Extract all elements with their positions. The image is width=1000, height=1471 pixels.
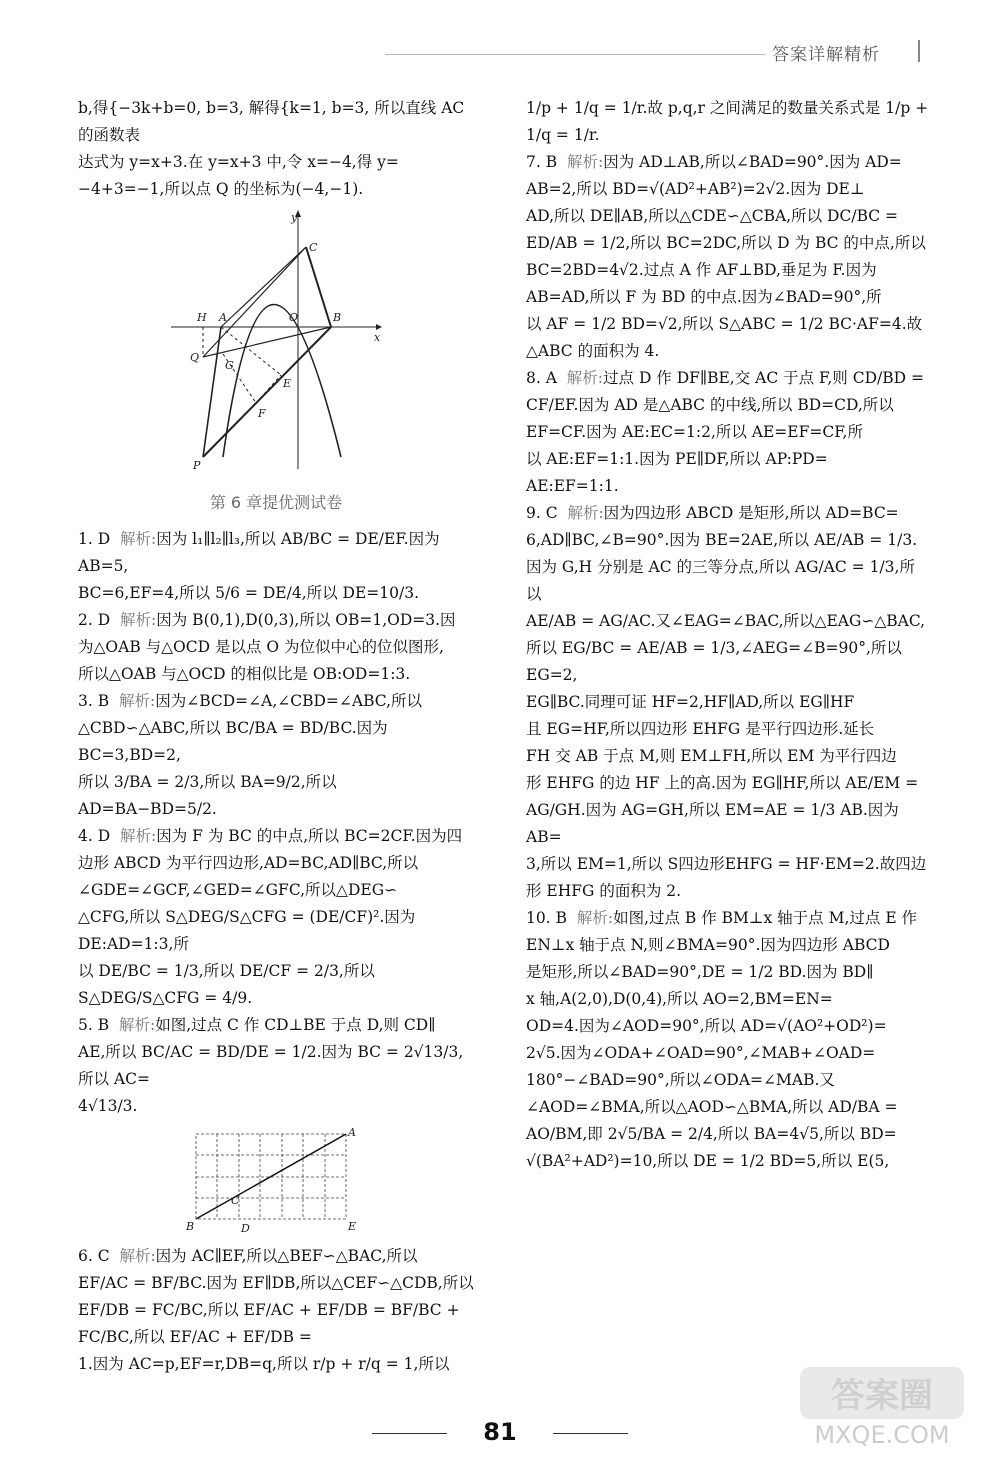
label-c: C: [309, 241, 318, 254]
answer-line: △ABC 的面积为 4.: [526, 342, 660, 360]
analysis-tag: 解析:: [567, 504, 604, 522]
analysis-tag: 解析:: [118, 692, 156, 710]
answer-line: 4√13/3.: [78, 1097, 138, 1115]
label-h: H: [197, 311, 207, 324]
segment-cb: [306, 247, 331, 327]
answer-item-6: [78, 1243, 474, 1378]
answer-line: x 轴,A(2,0),D(0,4),所以 AO=2,BM=EN=: [526, 990, 833, 1008]
answer-line: 180°−∠BAD=90°,所以∠ODA=∠MAB.又: [526, 1071, 835, 1089]
header-rule: [385, 54, 765, 55]
answer-line: BC=6,EF=4,所以 5/6 = DE/4,所以 DE=10/3.: [78, 584, 420, 602]
answer-line: EF/DB = FC/BC,所以 EF/AC + EF/DB = BF/BC + FC/BC,所以 EF/AC + EF/DB =: [78, 1301, 460, 1346]
answer-line: 以 AF = 1/2 BD=√2,所以 S△ABC = 1/2 BC·AF=4.故: [526, 315, 923, 333]
answer-line: 因为 l₁∥l₂∥l₃,所以 AB/BC = DE/EF.因为 AB=5,: [78, 530, 440, 575]
answer-line: 以 DE/BC = 1/3,所以 DE/CF = 2/3,所以 S△DEG/S△CFG = 4/9.: [78, 962, 375, 1007]
segment-ba: [196, 1134, 346, 1219]
segment-pa: [203, 327, 221, 457]
x-axis-arrow: [376, 324, 382, 330]
answer-line: EF=CF.因为 AE:EC=1:2,所以 AE=EF=CF,所: [526, 423, 863, 441]
answer-line: AG/GH.因为 AG=GH,所以 EM=AE = 1/3 AB.因为 AB=: [526, 801, 899, 846]
segment-pb: [203, 327, 331, 457]
answer-line: AE/AB = AG/AC.又∠EAG=∠BAC,所以△EAG∽△BAC,: [526, 612, 926, 630]
intro-line: −4+3=−1,所以点 Q 的坐标为(−4,−1).: [78, 180, 364, 198]
answer-line: AB=AD,所以 F 为 BD 的中点.因为∠BAD=90°,所: [526, 288, 882, 306]
answer-line: 形 EHFG 的边 HF 上的高.因为 EG∥HF,所以 AE/EM =: [526, 774, 919, 792]
answer-line: 以 AE:EF=1:1.因为 PE∥DF,所以 AP:PD=: [526, 450, 828, 468]
answer-line: 因为 AC∥EF,所以△BEF∽△BAC,所以: [155, 1247, 418, 1265]
answer-number: 9. C: [526, 504, 558, 522]
label-x: x: [374, 331, 381, 344]
left-column: [78, 95, 474, 1378]
label-b: B: [186, 1220, 195, 1233]
answer-line: ∠GDE=∠GCF,∠GED=∠GFC,所以△DEG∽: [78, 881, 398, 899]
analysis-tag: 解析:: [120, 611, 157, 629]
answer-item-5: [78, 1012, 474, 1120]
intro-line: 达式为 y=x+3.在 y=x+3 中,令 x=−4,得 y=: [78, 153, 399, 171]
label-e: E: [283, 377, 292, 390]
answer-line: 因为∠BCD=∠A,∠CBD=∠ABC,所以: [155, 692, 422, 710]
answer-number: 6. C: [78, 1247, 110, 1265]
answer-line: AD,所以 DE∥AB,所以△CDE∽△CBA,所以 DC/BC =: [526, 207, 899, 225]
label-q: Q: [190, 351, 200, 364]
answer-number: 5. B: [78, 1016, 110, 1034]
label-p: P: [193, 459, 201, 472]
answer-line: 如图,过点 C 作 CD⊥BE 于点 D,则 CD∥: [155, 1016, 436, 1034]
answer-number: 8. A: [526, 369, 557, 387]
answer-line: 6,AD∥BC,∠B=90°.因为 BE=2AE,所以 AE/AB = 1/3.: [526, 531, 918, 549]
answer-line: 如图,过点 B 作 BM⊥x 轴于点 M,过点 E 作: [613, 909, 918, 927]
section-title: 第 6 章提优测试卷: [209, 493, 343, 512]
label-d: D: [241, 1222, 250, 1235]
answer-line: ED/AB = 1/2,所以 BC=2DC,所以 D 为 BC 的中点,所以: [526, 234, 926, 252]
answer-line: 所以 EG/BC = AE/AB = 1/3,∠AEG=∠B=90°,所以 EG=2,: [526, 639, 902, 684]
analysis-tag: 解析:: [576, 909, 614, 927]
answer-line: √(BA²+AD²)=10,所以 DE = 1/2 BD=5,所以 E(5,: [526, 1152, 890, 1170]
svg-text:MXQE.COM: MXQE.COM: [814, 1421, 950, 1449]
label-c: C: [231, 1194, 240, 1207]
answer-item-3: [78, 688, 474, 823]
answer-line: 2√5.因为∠ODA+∠OAD=90°,∠MAB+∠OAD=: [526, 1044, 876, 1062]
answer-line: 所以 3/BA = 2/3,所以 BA=9/2,所以 AD=BA−BD=5/2.: [78, 773, 337, 818]
answer-line: EN⊥x 轴于点 N,则∠BMA=90°.因为四边形 ABCD: [526, 936, 890, 954]
header-bar: [918, 40, 920, 62]
analysis-tag: 解析:: [566, 369, 604, 387]
answer-number: 1. D: [78, 530, 111, 548]
answer-number: 10. B: [526, 909, 567, 927]
answer-number: 7. B: [526, 153, 558, 171]
answer-line: △CBD∽△ABC,所以 BC/BA = BD/BC.因为 BC=3,BD=2,: [78, 719, 388, 764]
svg-text:答案圈: 答案圈: [831, 1376, 933, 1416]
answer-line: 1/q = 1/r.: [526, 126, 600, 144]
label-f: F: [258, 407, 266, 420]
answer-line: CF/EF.因为 AD 是△ABC 的中线,所以 BD=CD,所以: [526, 396, 894, 414]
answer-line: 边形 ABCD 为平行四边形,AD=BC,AD∥BC,所以: [78, 854, 419, 872]
answer-line: 因为四边形 ABCD 是矩形,所以 AD=BC=: [603, 504, 899, 522]
page-number: 81: [483, 1418, 517, 1446]
answer-line: EG∥BC.同理可证 HF=2,HF∥AD,所以 EG∥HF: [526, 693, 855, 711]
answer-line: 形 EHFG 的面积为 2.: [526, 882, 682, 900]
answer-item-2: [78, 607, 474, 688]
answer-line: AE,所以 BC/AC = BD/DE = 1/2.因为 BC = 2√13/3,所以 AC=: [78, 1043, 464, 1088]
answer-line: 过点 D 作 DF∥BE,交 AC 于点 F,则 CD/BD =: [603, 369, 924, 387]
label-b: B: [333, 311, 342, 324]
answer-line: 为△OAB 与△OCD 是以点 O 为位似中心的位似图形,: [78, 638, 444, 656]
answer-number: 3. B: [78, 692, 110, 710]
analysis-tag: 解析:: [566, 153, 604, 171]
analysis-tag: 解析:: [118, 1016, 156, 1034]
answer-line: OD=4.因为∠AOD=90°,所以 AD=√(AO²+OD²)=: [526, 1017, 887, 1035]
answer-line: 因为 F 为 BC 的中点,所以 BC=2CF.因为四: [156, 827, 463, 845]
answer-line: 是矩形,所以∠BAD=90°,DE = 1/2 BD.因为 BD∥: [526, 963, 874, 981]
label-e: E: [348, 1220, 357, 1233]
answer-item-1: [78, 526, 474, 607]
analysis-tag: 解析:: [119, 1247, 156, 1265]
label-a: A: [219, 311, 227, 324]
answer-item-9: [526, 500, 930, 905]
answer-line: EF/AC = BF/BC.因为 EF∥DB,所以△CEF∽△CDB,所以: [78, 1274, 474, 1292]
answer-line: AB=2,所以 BD=√(AD²+AB²)=2√2.因为 DE⊥: [526, 180, 865, 198]
answer-number: 4. D: [78, 827, 111, 845]
answer-line: FH 交 AB 于点 M,则 EM⊥FH,所以 EM 为平行四边: [526, 747, 897, 765]
label-a: A: [348, 1126, 356, 1139]
label-y: y: [291, 211, 298, 224]
answer-line: 因为 G,H 分别是 AC 的三等分点,所以 AG/AC = 1/3,所以: [526, 558, 915, 603]
answer-line: 1/p + 1/q = 1/r.故 p,q,r 之间满足的数量关系式是 1/p +: [526, 99, 929, 117]
label-g: G: [225, 359, 234, 372]
answer-line: △CFG,所以 S△DEG/S△CFG = (DE/CF)².因为 DE:AD=1:3,所: [78, 908, 416, 953]
header-title: 答案详解精析: [772, 45, 880, 65]
answer-line: 1.因为 AC=p,EF=r,DB=q,所以 r/p + r/q = 1,所以: [78, 1355, 450, 1373]
answer-line: 3,所以 EM=1,所以 S四边形EHFG = HF·EM=2.故四边: [526, 855, 927, 873]
analysis-tag: 解析:: [120, 530, 157, 548]
answer-item-4: [78, 823, 474, 1012]
label-o: O: [289, 311, 299, 324]
footer-rule-right: [553, 1433, 628, 1434]
answer-line: ∠AOD=∠BMA,所以△AOD∽△BMA,所以 AD/BA =: [526, 1098, 898, 1116]
grid-figure: [186, 1124, 366, 1239]
answer-line: 且 EG=HF,所以四边形 EHFG 是平行四边形.延长: [526, 720, 875, 738]
analysis-tag: 解析:: [120, 827, 157, 845]
intro-line: b,得{−3k+b=0, b=3, 解得{k=1, b=3, 所以直线 AC 的函数表: [78, 99, 465, 144]
answer-item-8: [526, 365, 930, 500]
answer-line: BC=2BD=4√2.过点 A 作 AF⊥BD,垂足为 F.因为: [526, 261, 877, 279]
parabola-figure: [161, 207, 391, 477]
answer-line: 因为 B(0,1),D(0,3),所以 OB=1,OD=3.因: [156, 611, 456, 629]
answer-line: AO/BM,即 2√5/BA = 2/4,所以 BA=4√5,所以 BD=: [526, 1125, 897, 1143]
answer-line: 所以△OAB 与△OCD 的相似比是 OB:OD=1:3.: [78, 665, 411, 683]
answer-line: AE:EF=1:1.: [526, 477, 619, 495]
answer-item-7: [526, 149, 930, 365]
segment-qb: [203, 327, 331, 357]
answer-line: 因为 AD⊥AB,所以∠BAD=90°.因为 AD=: [603, 153, 902, 171]
answer-item-10: [526, 905, 930, 1175]
answer-number: 2. D: [78, 611, 111, 629]
right-column: [526, 95, 930, 1175]
watermark-logo: [798, 1363, 968, 1451]
